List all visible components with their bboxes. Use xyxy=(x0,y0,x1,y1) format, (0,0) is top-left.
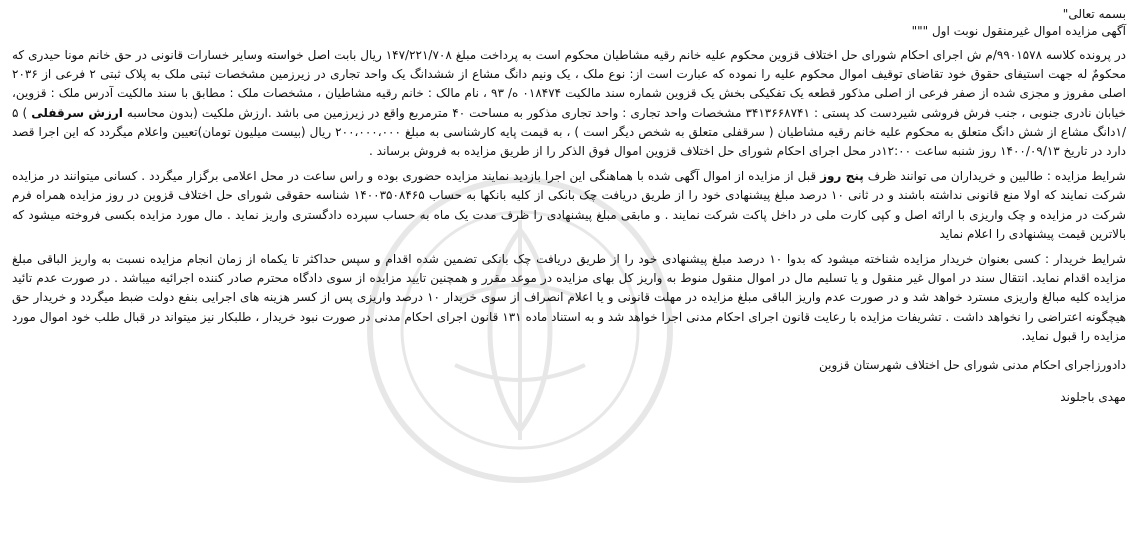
auction-conditions-rest: قبل از مزایده از اموال آگهی شده با هماهنگی این اجرا بازدید نمایند مزایده حضوری بوده و راس ساعت در محل اعلامی برگزار میگردد . کسانی میتوانند در مزایده شرکت نمایند که اولا منع قانونی نداشته باشند و در ثانی ۱۰ درصد مبلغ پیشنهادی خود را از طریق دریافت چک بانکی از کلیه بانکها به حساب ۱۴۰۰۳۵۰۸۴۶۵ شناسه حقوقی شورای حل اختلاف قزوین در روز مزایده همراه فرم شرکت در مزایده و چک واریزی با ارائه اصل و کپی کارت ملی در داخل پاکت شرکت نمایند . و مابقی مبلغ پیشنهادی را ظرف مدت یک ماه به حساب سپرده دادگستری واریز نماید . مال مورد مزایده بکسی فروخته میشود که بالاترین قیمت پیشنهادی را اعلام نماید xyxy=(12,169,1126,241)
highlight-five-days: پنج روز xyxy=(820,169,864,184)
highlight-goodwill-value: ارزش سرقفلی xyxy=(31,105,123,120)
issuing-office: دادورزاجرای احکام مدنی شورای حل اختلاف شهرستان قزوین xyxy=(819,358,1126,373)
document-title: آگهی مزایده اموال غیرمنقول نوبت اول """ xyxy=(911,24,1126,38)
case-details-text-rest: ) ۵ /۱دانگ مشاع از شش دانگ متعلق به محکوم علیه خانم رقیه مشاطیان ( سرقفلی متعلق به شخص دیگر است ) ، به قیمت پایه کارشناسی به مبلغ ۲۰۰،۰۰۰،۰۰۰ ریال (بیست میلیون تومان)تعیین واعلام میگردد که این اجرا قصد دارد در تاریخ ۱۴۰۰/۰۹/۱۳ روز شنبه ساعت ۱۲:۰۰در محل اجرای احکام شورای حل اختلاف قزوین اموال فوق الذکر را از طریق مزایده به فروش برساند . xyxy=(12,105,1127,159)
auction-conditions-paragraph xyxy=(12,167,1126,244)
signer-name: مهدی باجلوند xyxy=(1060,390,1126,405)
case-details-text: در پرونده کلاسه ۹۹۰۱۵۷۸/م ش اجرای احکام شورای حل اختلاف قزوین محکوم علیه خانم رقیه مشاطیان محکوم است به پرداخت مبلغ ۱۴۷/۲۲۱/۷۰۸ ریال بابت اصل خواسته وسایر خسارات قانونی در حق خانم مونا حیدری که محکومٌ له جهت استیفای حقوق خود تقاضای توقیف اموال محکوم علیه را نموده که عبارت است از: نوع ملک ، یک ونیم دانگ مشاع از ششدانگ یک واحد تجاری در زیرزمین مشخصات ثبتی ملک به پلاک ثبتی ۲ فرعی از ۲۰۳۶ اصلی مفروز و مجزی شده از صفر فرعی از اصلی مذکور قطعه یک تفکیکی بخش یک قزوین شماره سند مالکیت ۰۱۸۴۷۴ ه/ ۹۳ ، نام مالک : خانم رقیه مشاطیان ، مشخصات ملک : مطابق با سند مالکیت آدرس ملک : قزوین، خیابان نادری جنوبی ، جنب فرش فروشی شیردست کد پستی : ۳۴۱۳۶۶۸۷۴۱ مشخصات واحد تجاری : واحد تجاری مذکور به مساحت ۴۰ مترمربع واقع در زیرزمین می باشد .ارزش ملکیت (بدون محاسبه xyxy=(12,48,1127,120)
buyer-conditions-paragraph: شرایط خریدار : کسی بعنوان خریدار مزایده شناخته میشود که بدوا ۱۰ درصد مبلغ پیشنهادی خود را از طریق دریافت چک بانکی تضمین شده اقدام و سپس حداکثر تا یکماه از زمان انجام مزایده نسبت به واریز الباقی مبلغ مزایده اقدام نماید. انتقال سند در اموال غیر منقول و یا تسلیم مال در اموال منقول منوط به واریز کل بهای مزایده در موعد مقرر و همچنین تایید مزایده از سوی دادگاه محترم صادر کننده اجرائیه میباشد . در صورت عدم تائید مزایده کلیه مبالغ واریزی مسترد خواهد شد و در صورت عدم واریز الباقی مبلغ مزایده در مهلت قانونی و یا اعلام انصراف از سوی خریدار ۱۰ درصد واریزی پس از کسر هزینه های اجرایی بنفع دولت ضبط میگردد و خریدار حق هیچگونه اعتراضی را نخواهد داشت . تشریفات مزایده با رعایت قانون اجرای احکام مدنی اجرا خواهد شد و به استناد ماده ۱۳۱ قانون اجرای احکام مدنی در صورت نبود خریدار ، طلبکار نیز میتواند در قبال طلب خود اموال مورد مزایده را قبول نماید. xyxy=(12,252,1127,343)
document-header: بسمه تعالی" xyxy=(1062,7,1126,21)
auction-conditions-start: شرایط مزایده : طالبین و خریداران می توانند ظرف xyxy=(867,169,1126,184)
case-details-paragraph xyxy=(12,46,1126,161)
